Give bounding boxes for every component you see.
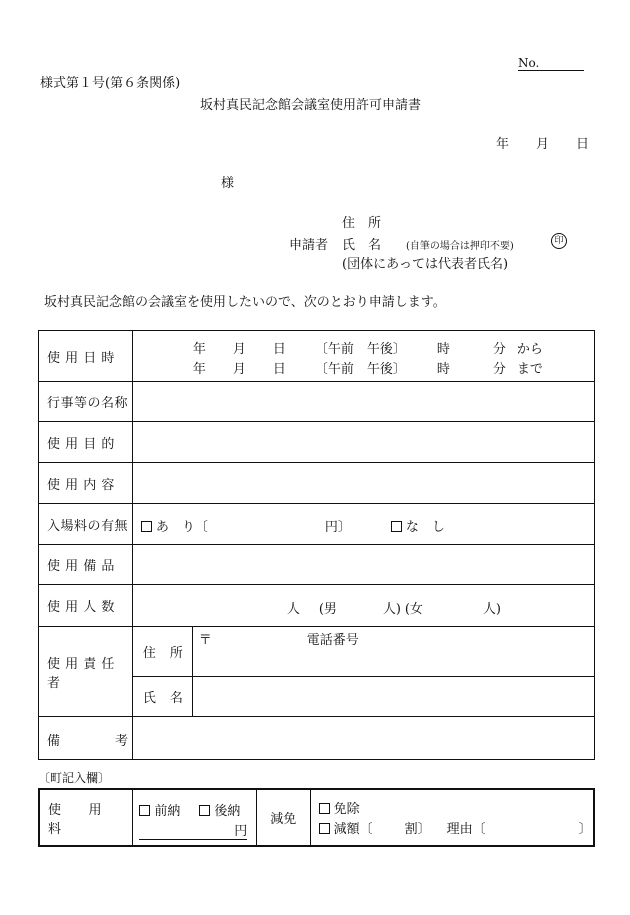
form-number-no (518, 56, 584, 71)
equipment-label: 使 用 備 品 (39, 545, 133, 585)
end-day: 日 (272, 362, 286, 377)
town-fee-field[interactable] (133, 789, 256, 846)
date-year: 年 (496, 137, 510, 152)
start-suffix: から (516, 342, 543, 357)
start-ampm: 〔午前 午後〕 (314, 342, 406, 357)
remarks-label (39, 717, 133, 760)
admission-yes-checkbox[interactable] (141, 516, 208, 535)
start-month: 月 (232, 342, 246, 357)
event-name-label: 行事等の名称 (39, 382, 133, 422)
manager-address-label: 住 所 (132, 627, 192, 677)
people-female: (女 (404, 601, 423, 617)
people-persons: 人 (286, 601, 300, 617)
manager-label: 使 用 責 任 者 (39, 627, 133, 717)
admission-field[interactable] (132, 504, 594, 545)
start-year: 年 (192, 342, 206, 357)
manager-name-field[interactable] (192, 677, 594, 717)
end-year: 年 (192, 362, 206, 377)
purpose-label: 使 用 目 的 (39, 422, 133, 463)
application-table (38, 330, 595, 760)
end-month: 月 (232, 362, 246, 377)
start-day: 日 (272, 342, 286, 357)
applicant-label: 申請者 (289, 238, 329, 253)
manager-address-field[interactable] (192, 627, 594, 677)
reason-close: 〕 (578, 822, 592, 837)
reduction-label: 減免 (256, 789, 310, 846)
form-number: 様式第１号(第６条関係) (40, 76, 181, 91)
postpaid-checkbox[interactable] (199, 800, 240, 819)
admission-no-checkbox[interactable] (391, 516, 445, 535)
postal-mark: 〒 (198, 633, 212, 648)
content-field[interactable] (132, 463, 594, 504)
start-minute: 分 (492, 342, 506, 357)
people-label: 使 用 人 数 (39, 585, 133, 627)
prepaid-label: 前納 (154, 804, 181, 819)
people-male: (男 (318, 601, 337, 617)
reduction-field[interactable] (310, 789, 594, 846)
date-month: 月 (536, 137, 550, 152)
town-table (38, 788, 595, 847)
end-hour: 時 (436, 362, 450, 377)
town-section-label: 〔町記入欄〕 (38, 771, 111, 785)
start-hour: 時 (436, 342, 450, 357)
document-title: 坂村真民記念館会議室使用許可申請書 (200, 98, 422, 113)
remarks-field[interactable] (132, 717, 594, 760)
admission-yes-label: あ り〔 (155, 520, 208, 535)
people-male-persons: 人) (382, 601, 401, 617)
people-field[interactable] (132, 585, 594, 627)
equipment-field[interactable] (132, 545, 594, 585)
usage-datetime-label: 使 用 日 時 (39, 331, 133, 382)
purpose-field[interactable] (132, 422, 594, 463)
reduction-reason: 理由〔 (446, 822, 486, 837)
town-fee-label: 使 用 料 (39, 789, 133, 846)
end-suffix: まで (516, 362, 543, 377)
exemption-checkbox[interactable] (319, 798, 360, 817)
autograph-note: (自筆の場合は押印不要) (406, 241, 514, 252)
admission-label: 入場料の有無 (39, 504, 133, 545)
admission-yen: 円〕 (324, 520, 351, 535)
group-note: (団体にあっては代表者氏名) (342, 257, 509, 272)
application-statement: 坂村真民記念館の会議室を使用したいので、次のとおり申請します。 (44, 295, 446, 310)
event-name-field[interactable] (132, 382, 594, 422)
reduced-checkbox[interactable] (319, 818, 373, 837)
end-ampm: 〔午前 午後〕 (314, 362, 406, 377)
no-field: No. (518, 56, 584, 71)
applicant-address-label: 住 所 (342, 216, 382, 231)
date-day: 日 (576, 137, 590, 152)
fee-yen: 円 (234, 824, 248, 839)
usage-datetime-field[interactable] (132, 331, 594, 382)
admission-no-label: な し (405, 520, 445, 535)
exemption-label: 免除 (333, 802, 360, 817)
remarks-label-2: 考 (115, 734, 129, 749)
end-minute: 分 (492, 362, 506, 377)
people-female-persons: 人) (482, 601, 501, 617)
reduced-percent: 割〕 (404, 822, 431, 837)
fee-amount[interactable] (139, 820, 247, 840)
remarks-label-1: 備 (47, 734, 61, 749)
addressee-suffix: 様 (221, 176, 235, 191)
content-label: 使 用 内 容 (39, 463, 133, 504)
applicant-name-label: 氏 名 (342, 238, 382, 253)
phone-label: 電話番号 (306, 633, 359, 648)
prepaid-checkbox[interactable] (139, 800, 180, 819)
manager-name-label: 氏 名 (132, 677, 192, 717)
postpaid-label: 後納 (214, 804, 241, 819)
reduced-label: 減額〔 (333, 822, 373, 837)
seal-mark: 印 (551, 233, 567, 249)
